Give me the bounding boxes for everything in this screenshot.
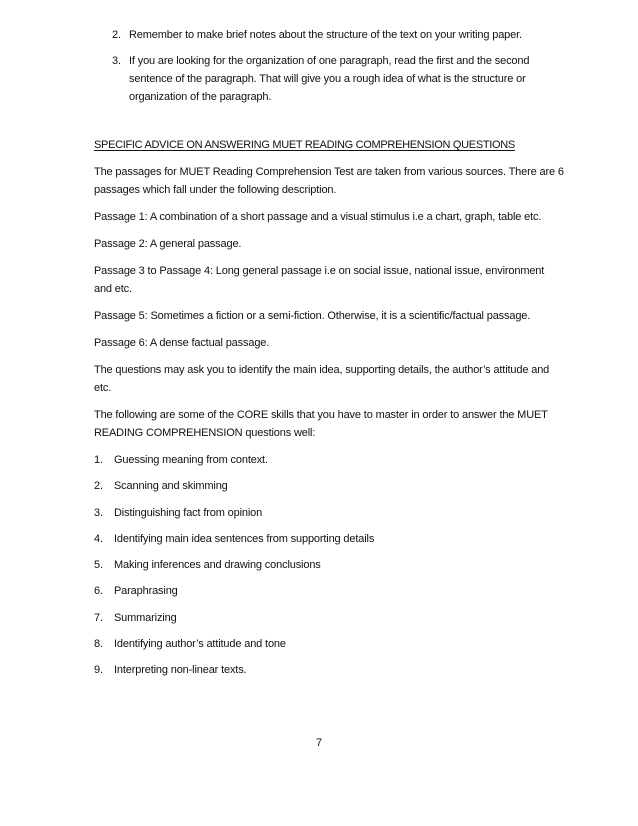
list-item-text: Remember to make brief notes about the structure of the text on your writing paper. bbox=[129, 29, 522, 41]
list-item-number: 5. bbox=[94, 559, 103, 572]
paragraph-sources: The passages for MUET Reading Comprehension Test are taken from various sources. There are 6 passages which fall under the following description. bbox=[94, 166, 564, 196]
list-item-number: 4. bbox=[94, 532, 103, 545]
list-item-text: Guessing meaning from context. bbox=[114, 454, 268, 466]
page-content bbox=[94, 26, 564, 688]
paragraph-passage-2: Passage 2: A general passage. bbox=[94, 238, 242, 250]
list-item-number: 7. bbox=[94, 611, 103, 624]
list-item bbox=[94, 661, 564, 679]
list-item-number: 1. bbox=[94, 454, 103, 466]
list-item-text: Distinguishing fact from opinion bbox=[114, 506, 263, 519]
list-item bbox=[94, 530, 564, 548]
list-item-text: Identifying main idea sentences from supporting details bbox=[114, 532, 375, 545]
list-item-text: Identifying author’s attitude and tone bbox=[114, 638, 286, 651]
paragraph-passage-6: Passage 6: A dense factual passage. bbox=[94, 337, 270, 349]
section-heading: SPECIFIC ADVICE ON ANSWERING MUET READING COMPREHENSION QUESTIONS bbox=[94, 139, 515, 151]
list-item-number: 9. bbox=[94, 664, 103, 677]
list-item bbox=[94, 609, 564, 627]
list-item-number: 2. bbox=[94, 480, 103, 493]
list-item bbox=[94, 52, 564, 106]
paragraph-passage-5: Passage 5: Sometimes a fiction or a semi-fiction. Otherwise, it is a scientific/factual passage. bbox=[94, 310, 531, 322]
list-item bbox=[94, 26, 564, 44]
list-item bbox=[94, 477, 564, 495]
skills-list bbox=[94, 451, 564, 679]
page-number: 7 bbox=[315, 737, 323, 749]
list-item bbox=[94, 582, 564, 600]
intro-list bbox=[94, 26, 564, 106]
list-item bbox=[94, 635, 564, 653]
list-item-text: Scanning and skimming bbox=[114, 480, 228, 493]
list-item-text: Summarizing bbox=[114, 611, 177, 624]
paragraph-core-skills: The following are some of the CORE skills that you have to master in order to answer the MUET READING COMPREHENSION questions well: bbox=[94, 409, 548, 439]
list-item-number: 3. bbox=[94, 506, 103, 519]
list-item-text: Paraphrasing bbox=[114, 585, 178, 598]
paragraph-questions: The questions may ask you to identify the main idea, supporting details, the author’s attitude and etc. bbox=[94, 364, 550, 394]
list-item-text: If you are looking for the organization of one paragraph, read the first and the second sentence of the paragraph. That will give you a rough idea of what is the structure or organization of the paragraph. bbox=[129, 55, 530, 103]
list-item-number: 8. bbox=[94, 638, 103, 651]
list-item bbox=[94, 504, 564, 522]
list-item-number: 3. bbox=[112, 55, 121, 67]
list-item-text: Making inferences and drawing conclusions bbox=[114, 559, 321, 572]
list-item-text: Interpreting non-linear texts. bbox=[114, 664, 247, 677]
list-item bbox=[94, 451, 564, 469]
list-item-number: 6. bbox=[94, 585, 103, 598]
list-item-number: 2. bbox=[112, 29, 121, 41]
paragraph-passage-3-4: Passage 3 to Passage 4: Long general passage i.e on social issue, national issue, environment and etc. bbox=[94, 265, 545, 295]
paragraph-passage-1: Passage 1: A combination of a short passage and a visual stimulus i.e a chart, graph, table etc. bbox=[94, 211, 542, 223]
list-item bbox=[94, 556, 564, 574]
